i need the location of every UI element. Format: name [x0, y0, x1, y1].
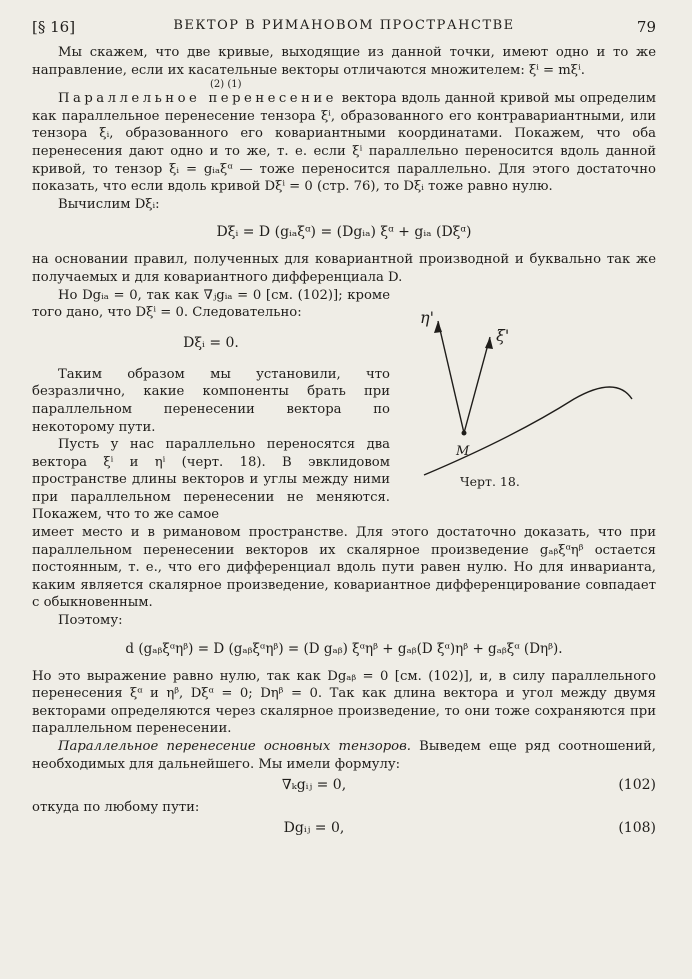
equation-number: (108): [618, 820, 656, 837]
label-M: M: [456, 443, 470, 459]
term-parallel-transport: Параллельное перенесение: [58, 91, 337, 107]
equation-row: [32, 820, 656, 838]
paragraph: [32, 90, 656, 196]
vector-eta-line: [438, 321, 464, 433]
paragraph: имеет место и в римановом пространстве. Для этого достаточно доказать, что при параллельном перенесении векторов их скалярное произведение gₐᵦξᵅηᵝ остается постоянным, т. е., что его дифференциал вдоль пути равен нулю. Но для инварианта, каким является скалярное произведение, ковариантное дифференцирование совпадает с обыкновенным.: [32, 525, 656, 611]
formula: Dξᵢ = 0.: [183, 334, 239, 351]
paragraph: [32, 738, 656, 773]
paragraph: на основании правил, полученных для ковариантной производной и буквально так же получаемых и для ковариантного дифференциала D.: [32, 252, 656, 285]
paragraph-text: Выведем еще ряд соотношений, необходимых для дальнейшего. Мы имели формулу:: [32, 739, 656, 772]
formula: d (gₐᵦξᵅηᵝ) = D (gₐᵦξᵅηᵝ) = (D gₐᵦ) ξᵅηᵝ + gₐᵦ(D ξᵅ)ηᵝ + gₐᵦξᵅ (Dηᵝ).: [125, 640, 563, 657]
arrow-head-icon: [434, 321, 442, 333]
page-header: [32, 14, 656, 44]
figure-caption: Черт. 18.: [460, 473, 520, 489]
vector-xi-line: [464, 337, 490, 433]
paragraph-text: вектора вдоль данной кривой мы определим как параллельное перенесение тензора ξⁱ, образованного его контравариантными, или тензора ξᵢ, образованного его ковариантными координатами. Покажем, что оба перенесения дают одно и то же, т. е. если ξⁱ параллельно переносится вдоль данной кривой, то тензор ξᵢ = gᵢₐξᵅ — тоже переносится параллельно. Для этого достаточно показать, что если вдоль кривой Dξⁱ = 0 (стр. 76), то Dξᵢ тоже равно нулю.: [32, 91, 656, 195]
running-title: ВЕКТОР В РИМАНОВОМ ПРОСТРАНСТВЕ: [173, 18, 515, 33]
figure-drawing: [394, 287, 656, 487]
equation-row: [32, 777, 656, 795]
equation: ∇ₖgᵢⱼ = 0,: [281, 777, 347, 794]
equation-number: (102): [618, 777, 656, 794]
section-number: [§ 16]: [32, 18, 76, 36]
body-text: [32, 44, 656, 838]
paragraph: Таким образом мы установили, что безразлично, какие компоненты брать при параллельном перенесении вектора по некоторому пути.: [32, 366, 390, 435]
paragraph: Пусть у нас параллельно переносятся два вектора ξⁱ и ηⁱ (черт. 18). В эвклидовом пространстве длины векторов и углы между ними при параллельном перенесении не меняются. Покажем, что то же самое: [32, 437, 390, 523]
book-page: [32, 14, 656, 964]
paragraph: Но это выражение равно нулю, так как Dgₐᵦ = 0 [см. (102)], и, в силу параллельного перенесения ξᵅ и ηᵝ, Dξᵅ = 0; Dηᵝ = 0. Так как длина вектора и угол между двумя векторами определяются через скалярное произведение, то они тоже сохраняются при параллельном перенесении.: [32, 668, 656, 737]
paragraph: Вычислим Dξᵢ:: [58, 196, 160, 212]
paragraph: Поэтому:: [58, 613, 123, 629]
equation: Dgᵢⱼ = 0,: [283, 820, 345, 837]
label-eta: η': [420, 307, 434, 327]
formula-indices: (2) (1): [210, 79, 242, 91]
curve-path: [424, 387, 632, 475]
label-xi: ξ': [496, 325, 510, 345]
figure-18: [394, 287, 656, 507]
subsection-heading: Параллельное перенесение основных тензоров.: [58, 739, 411, 754]
page-number: 79: [636, 18, 656, 36]
formula: Dξᵢ = D (gᵢₐξᵅ) = (Dgᵢₐ) ξᵅ + gᵢₐ (Dξᵅ): [216, 224, 472, 241]
left-column: [32, 287, 390, 525]
point-M: [462, 430, 467, 435]
paragraph: Но Dgᵢₐ = 0, так как ∇ⱼgᵢₐ = 0 [см. (102)]; кроме того дано, что Dξⁱ = 0. Следовательно:: [32, 287, 390, 321]
paragraph: Мы скажем, что две кривые, выходящие из данной точки, имеют одно и то же направление, если их касательные векторы отличаются множителем: ξⁱ = mξⁱ.: [32, 45, 656, 78]
text-with-figure: [32, 287, 656, 525]
paragraph: откуда по любому пути:: [32, 799, 200, 815]
